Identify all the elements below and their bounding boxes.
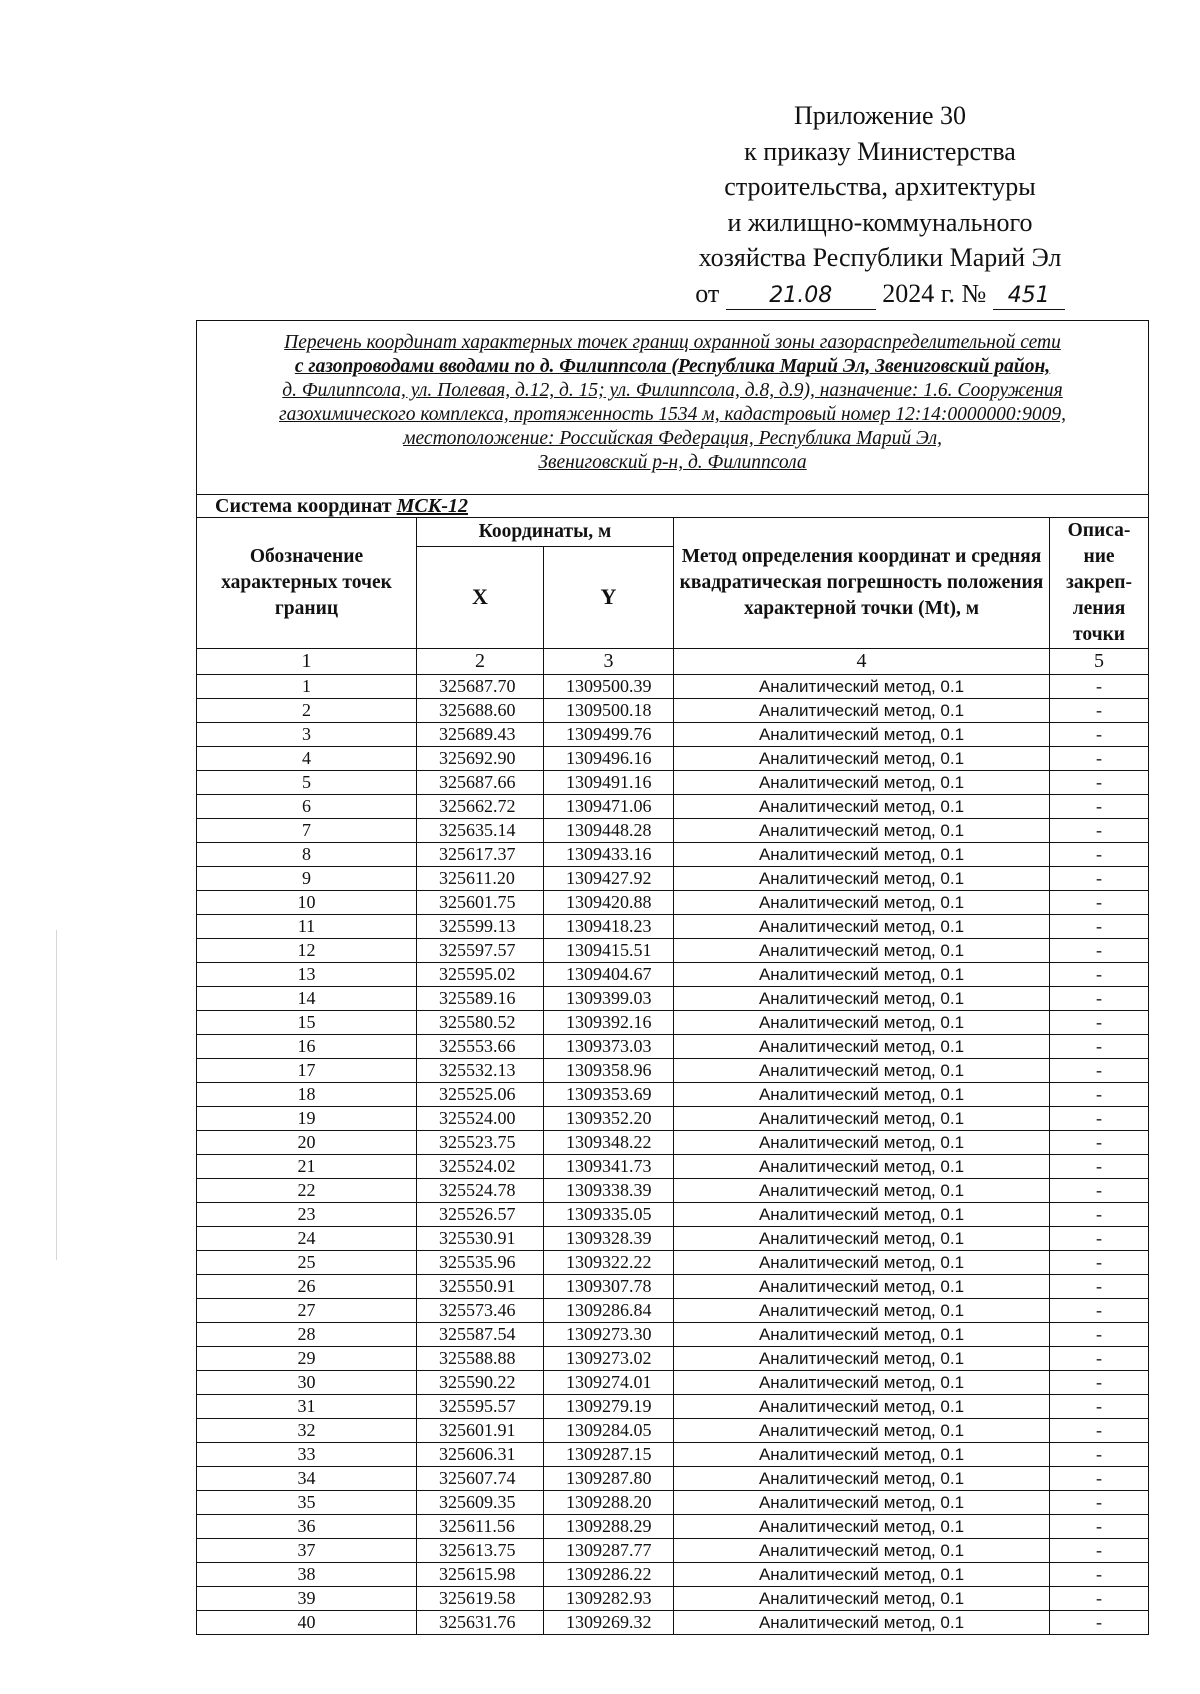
table-row (197, 867, 1149, 891)
table-row (197, 1467, 1149, 1491)
point-number-cell: 23 (197, 1203, 417, 1227)
description-cell: - (1050, 963, 1149, 987)
description-cell: - (1050, 819, 1149, 843)
header-description: Описа- ние закреп- ления точки (1050, 518, 1149, 649)
handwritten-order-number: 451 (993, 283, 1065, 310)
column-number-row (197, 649, 1149, 675)
description-cell: - (1050, 771, 1149, 795)
point-number-cell: 31 (197, 1395, 417, 1419)
x-coordinate-cell: 325688.60 (417, 699, 544, 723)
table-row (197, 1395, 1149, 1419)
y-coordinate-cell: 1309471.06 (544, 795, 674, 819)
description-cell: - (1050, 1179, 1149, 1203)
x-coordinate-cell: 325687.70 (417, 675, 544, 699)
method-cell: Аналитический метод, 0.1 (674, 1539, 1050, 1563)
method-cell: Аналитический метод, 0.1 (674, 1107, 1050, 1131)
description-cell: - (1050, 1563, 1149, 1587)
description-cell: - (1050, 1131, 1149, 1155)
y-coordinate-cell: 1309307.78 (544, 1275, 674, 1299)
x-coordinate-cell: 325580.52 (417, 1011, 544, 1035)
method-cell: Аналитический метод, 0.1 (674, 1563, 1050, 1587)
y-coordinate-cell: 1309328.39 (544, 1227, 674, 1251)
description-cell: - (1050, 915, 1149, 939)
y-coordinate-cell: 1309399.03 (544, 987, 674, 1011)
point-number-cell: 28 (197, 1323, 417, 1347)
x-coordinate-cell: 325611.20 (417, 867, 544, 891)
point-number-cell: 5 (197, 771, 417, 795)
description-cell: - (1050, 1587, 1149, 1611)
caption-line: местоположение: Российская Федерация, Республика Марий Эл, (403, 428, 942, 449)
from-label: от (695, 278, 720, 308)
description-cell: - (1050, 939, 1149, 963)
description-cell: - (1050, 1275, 1149, 1299)
point-number-cell: 2 (197, 699, 417, 723)
description-cell: - (1050, 1467, 1149, 1491)
header-coordinates: Координаты, м (417, 518, 674, 547)
table-row (197, 1419, 1149, 1443)
point-number-cell: 38 (197, 1563, 417, 1587)
coordinate-system-label: Система координат (215, 495, 392, 517)
point-number-cell: 20 (197, 1131, 417, 1155)
y-coordinate-cell: 1309287.15 (544, 1443, 674, 1467)
table-row (197, 1107, 1149, 1131)
table-row (197, 1371, 1149, 1395)
description-cell: - (1050, 891, 1149, 915)
x-coordinate-cell: 325662.72 (417, 795, 544, 819)
method-cell: Аналитический метод, 0.1 (674, 1467, 1050, 1491)
table-row (197, 1515, 1149, 1539)
y-coordinate-cell: 1309273.30 (544, 1323, 674, 1347)
x-coordinate-cell: 325611.56 (417, 1515, 544, 1539)
appendix-date-line (650, 276, 1110, 312)
description-cell: - (1050, 1083, 1149, 1107)
y-coordinate-cell: 1309415.51 (544, 939, 674, 963)
table-row (197, 1491, 1149, 1515)
point-number-cell: 39 (197, 1587, 417, 1611)
x-coordinate-cell: 325553.66 (417, 1035, 544, 1059)
point-number-cell: 24 (197, 1227, 417, 1251)
point-number-cell: 10 (197, 891, 417, 915)
caption-line: газохимического комплекса, протяженность 1534 м, кадастровый номер 12:14:0000000:9009, (279, 404, 1067, 425)
y-coordinate-cell: 1309335.05 (544, 1203, 674, 1227)
x-coordinate-cell: 325526.57 (417, 1203, 544, 1227)
y-coordinate-cell: 1309358.96 (544, 1059, 674, 1083)
point-number-cell: 36 (197, 1515, 417, 1539)
y-coordinate-cell: 1309404.67 (544, 963, 674, 987)
method-cell: Аналитический метод, 0.1 (674, 1011, 1050, 1035)
coordinate-system-row (197, 495, 1149, 518)
description-cell: - (1050, 1611, 1149, 1635)
table-row (197, 1011, 1149, 1035)
point-number-cell: 32 (197, 1419, 417, 1443)
method-cell: Аналитический метод, 0.1 (674, 1275, 1050, 1299)
y-coordinate-cell: 1309286.22 (544, 1563, 674, 1587)
point-number-cell: 26 (197, 1275, 417, 1299)
x-coordinate-cell: 325607.74 (417, 1467, 544, 1491)
method-cell: Аналитический метод, 0.1 (674, 1131, 1050, 1155)
method-cell: Аналитический метод, 0.1 (674, 891, 1050, 915)
y-coordinate-cell: 1309287.77 (544, 1539, 674, 1563)
method-cell: Аналитический метод, 0.1 (674, 795, 1050, 819)
x-coordinate-cell: 325601.91 (417, 1419, 544, 1443)
y-coordinate-cell: 1309433.16 (544, 843, 674, 867)
y-coordinate-cell: 1309322.22 (544, 1251, 674, 1275)
point-number-cell: 29 (197, 1347, 417, 1371)
description-cell: - (1050, 1059, 1149, 1083)
x-coordinate-cell: 325595.57 (417, 1395, 544, 1419)
y-coordinate-cell: 1309273.02 (544, 1347, 674, 1371)
scan-margin-mark (56, 930, 57, 1260)
y-coordinate-cell: 1309500.39 (544, 675, 674, 699)
description-cell: - (1050, 1107, 1149, 1131)
point-number-cell: 21 (197, 1155, 417, 1179)
header-method: Метод определения координат и средняя квадратическая погрешность положения характерной точки (Mt), м (674, 518, 1050, 649)
description-cell: - (1050, 1395, 1149, 1419)
x-coordinate-cell: 325590.22 (417, 1371, 544, 1395)
x-coordinate-cell: 325535.96 (417, 1251, 544, 1275)
point-number-cell: 12 (197, 939, 417, 963)
y-coordinate-cell: 1309287.80 (544, 1467, 674, 1491)
year-number-label: 2024 г. № (882, 278, 987, 308)
y-coordinate-cell: 1309282.93 (544, 1587, 674, 1611)
point-number-cell: 14 (197, 987, 417, 1011)
caption-line: д. Филиппсола, ул. Полевая, д.12, д. 15; ул. Филиппсола, д.8, д.9), назначение: 1.6. Сооружения (282, 380, 1063, 401)
table-row (197, 939, 1149, 963)
x-coordinate-cell: 325532.13 (417, 1059, 544, 1083)
column-number: 3 (544, 649, 674, 675)
method-cell: Аналитический метод, 0.1 (674, 1035, 1050, 1059)
description-cell: - (1050, 1539, 1149, 1563)
method-cell: Аналитический метод, 0.1 (674, 1251, 1050, 1275)
description-cell: - (1050, 1227, 1149, 1251)
point-number-cell: 13 (197, 963, 417, 987)
method-cell: Аналитический метод, 0.1 (674, 939, 1050, 963)
x-coordinate-cell: 325599.13 (417, 915, 544, 939)
coordinate-system-value: МСК-12 (396, 495, 468, 517)
description-cell: - (1050, 795, 1149, 819)
method-cell: Аналитический метод, 0.1 (674, 1611, 1050, 1635)
description-cell: - (1050, 1515, 1149, 1539)
table-row (197, 1347, 1149, 1371)
header-x: X (417, 546, 544, 648)
header-designation: Обозначение характерных точек границ (197, 518, 417, 649)
x-coordinate-cell: 325595.02 (417, 963, 544, 987)
y-coordinate-cell: 1309288.20 (544, 1491, 674, 1515)
table-row (197, 819, 1149, 843)
y-coordinate-cell: 1309420.88 (544, 891, 674, 915)
table-row (197, 1539, 1149, 1563)
method-cell: Аналитический метод, 0.1 (674, 1491, 1050, 1515)
description-cell: - (1050, 747, 1149, 771)
description-cell: - (1050, 1203, 1149, 1227)
y-coordinate-cell: 1309496.16 (544, 747, 674, 771)
point-number-cell: 17 (197, 1059, 417, 1083)
y-coordinate-cell: 1309500.18 (544, 699, 674, 723)
method-cell: Аналитический метод, 0.1 (674, 1347, 1050, 1371)
caption-line: Перечень координат характерных точек границ охранной зоны газораспределительной сети (284, 332, 1061, 353)
point-number-cell: 34 (197, 1467, 417, 1491)
x-coordinate-cell: 325524.78 (417, 1179, 544, 1203)
description-cell: - (1050, 723, 1149, 747)
method-cell: Аналитический метод, 0.1 (674, 1203, 1050, 1227)
x-coordinate-cell: 325631.76 (417, 1611, 544, 1635)
x-coordinate-cell: 325689.43 (417, 723, 544, 747)
table-row (197, 1203, 1149, 1227)
method-cell: Аналитический метод, 0.1 (674, 699, 1050, 723)
point-number-cell: 4 (197, 747, 417, 771)
point-number-cell: 15 (197, 1011, 417, 1035)
column-number: 2 (417, 649, 544, 675)
header-y: Y (544, 546, 674, 648)
appendix-header (650, 98, 1110, 311)
y-coordinate-cell: 1309418.23 (544, 915, 674, 939)
point-number-cell: 9 (197, 867, 417, 891)
column-number: 5 (1050, 649, 1149, 675)
description-cell: - (1050, 1011, 1149, 1035)
table-row (197, 771, 1149, 795)
table-row (197, 1275, 1149, 1299)
handwritten-date: 21.08 (726, 283, 876, 310)
point-number-cell: 11 (197, 915, 417, 939)
y-coordinate-cell: 1309338.39 (544, 1179, 674, 1203)
description-cell: - (1050, 1347, 1149, 1371)
method-cell: Аналитический метод, 0.1 (674, 987, 1050, 1011)
y-coordinate-cell: 1309353.69 (544, 1083, 674, 1107)
table-row (197, 1083, 1149, 1107)
table-row (197, 747, 1149, 771)
appendix-order-line: к приказу Министерства (744, 136, 1016, 166)
point-number-cell: 37 (197, 1539, 417, 1563)
appendix-ministry-line-2: и жилищно-коммунального (727, 207, 1033, 237)
table-row (197, 699, 1149, 723)
coordinates-table (196, 320, 1149, 1635)
method-cell: Аналитический метод, 0.1 (674, 1059, 1050, 1083)
description-cell: - (1050, 1491, 1149, 1515)
appendix-ministry-line-1: строительства, архитектуры (724, 172, 1036, 201)
column-number: 1 (197, 649, 417, 675)
description-cell: - (1050, 1443, 1149, 1467)
y-coordinate-cell: 1309373.03 (544, 1035, 674, 1059)
point-number-cell: 33 (197, 1443, 417, 1467)
table-row (197, 891, 1149, 915)
y-coordinate-cell: 1309427.92 (544, 867, 674, 891)
table-row (197, 963, 1149, 987)
x-coordinate-cell: 325601.75 (417, 891, 544, 915)
point-number-cell: 8 (197, 843, 417, 867)
description-cell: - (1050, 987, 1149, 1011)
method-cell: Аналитический метод, 0.1 (674, 1443, 1050, 1467)
table-row (197, 1323, 1149, 1347)
y-coordinate-cell: 1309352.20 (544, 1107, 674, 1131)
table-row (197, 1035, 1149, 1059)
x-coordinate-cell: 325589.16 (417, 987, 544, 1011)
point-number-cell: 3 (197, 723, 417, 747)
table-row (197, 1179, 1149, 1203)
x-coordinate-cell: 325597.57 (417, 939, 544, 963)
y-coordinate-cell: 1309279.19 (544, 1395, 674, 1419)
y-coordinate-cell: 1309286.84 (544, 1299, 674, 1323)
method-cell: Аналитический метод, 0.1 (674, 675, 1050, 699)
point-number-cell: 16 (197, 1035, 417, 1059)
x-coordinate-cell: 325524.02 (417, 1155, 544, 1179)
method-cell: Аналитический метод, 0.1 (674, 723, 1050, 747)
point-number-cell: 19 (197, 1107, 417, 1131)
description-cell: - (1050, 699, 1149, 723)
method-cell: Аналитический метод, 0.1 (674, 915, 1050, 939)
method-cell: Аналитический метод, 0.1 (674, 1299, 1050, 1323)
y-coordinate-cell: 1309284.05 (544, 1419, 674, 1443)
description-cell: - (1050, 1299, 1149, 1323)
method-cell: Аналитический метод, 0.1 (674, 1323, 1050, 1347)
table-row (197, 1059, 1149, 1083)
table-row (197, 1155, 1149, 1179)
point-number-cell: 35 (197, 1491, 417, 1515)
description-cell: - (1050, 1323, 1149, 1347)
x-coordinate-cell: 325530.91 (417, 1227, 544, 1251)
x-coordinate-cell: 325588.88 (417, 1347, 544, 1371)
method-cell: Аналитический метод, 0.1 (674, 747, 1050, 771)
y-coordinate-cell: 1309499.76 (544, 723, 674, 747)
table-row (197, 1227, 1149, 1251)
y-coordinate-cell: 1309448.28 (544, 819, 674, 843)
point-number-cell: 7 (197, 819, 417, 843)
y-coordinate-cell: 1309491.16 (544, 771, 674, 795)
y-coordinate-cell: 1309348.22 (544, 1131, 674, 1155)
point-number-cell: 1 (197, 675, 417, 699)
method-cell: Аналитический метод, 0.1 (674, 771, 1050, 795)
table-row (197, 1443, 1149, 1467)
table-row (197, 987, 1149, 1011)
x-coordinate-cell: 325635.14 (417, 819, 544, 843)
y-coordinate-cell: 1309288.29 (544, 1515, 674, 1539)
table-row (197, 843, 1149, 867)
table-row (197, 1131, 1149, 1155)
method-cell: Аналитический метод, 0.1 (674, 819, 1050, 843)
method-cell: Аналитический метод, 0.1 (674, 867, 1050, 891)
point-number-cell: 40 (197, 1611, 417, 1635)
method-cell: Аналитический метод, 0.1 (674, 1515, 1050, 1539)
method-cell: Аналитический метод, 0.1 (674, 963, 1050, 987)
method-cell: Аналитический метод, 0.1 (674, 1587, 1050, 1611)
table-row (197, 1587, 1149, 1611)
point-number-cell: 22 (197, 1179, 417, 1203)
description-cell: - (1050, 1371, 1149, 1395)
table-row (197, 723, 1149, 747)
method-cell: Аналитический метод, 0.1 (674, 1371, 1050, 1395)
x-coordinate-cell: 325606.31 (417, 1443, 544, 1467)
method-cell: Аналитический метод, 0.1 (674, 843, 1050, 867)
x-coordinate-cell: 325615.98 (417, 1563, 544, 1587)
table-row (197, 1611, 1149, 1635)
method-cell: Аналитический метод, 0.1 (674, 1155, 1050, 1179)
x-coordinate-cell: 325613.75 (417, 1539, 544, 1563)
description-cell: - (1050, 1155, 1149, 1179)
description-cell: - (1050, 843, 1149, 867)
x-coordinate-cell: 325692.90 (417, 747, 544, 771)
method-cell: Аналитический метод, 0.1 (674, 1083, 1050, 1107)
method-cell: Аналитический метод, 0.1 (674, 1395, 1050, 1419)
description-cell: - (1050, 675, 1149, 699)
x-coordinate-cell: 325523.75 (417, 1131, 544, 1155)
table-row (197, 1299, 1149, 1323)
description-cell: - (1050, 1419, 1149, 1443)
y-coordinate-cell: 1309341.73 (544, 1155, 674, 1179)
table-row (197, 1563, 1149, 1587)
table-row (197, 915, 1149, 939)
y-coordinate-cell: 1309269.32 (544, 1611, 674, 1635)
x-coordinate-cell: 325524.00 (417, 1107, 544, 1131)
y-coordinate-cell: 1309392.16 (544, 1011, 674, 1035)
appendix-ministry-line-3: хозяйства Республики Марий Эл (698, 243, 1062, 272)
method-cell: Аналитический метод, 0.1 (674, 1179, 1050, 1203)
method-cell: Аналитический метод, 0.1 (674, 1419, 1050, 1443)
description-cell: - (1050, 1035, 1149, 1059)
point-number-cell: 25 (197, 1251, 417, 1275)
table-row (197, 795, 1149, 819)
table-row (197, 1251, 1149, 1275)
point-number-cell: 18 (197, 1083, 417, 1107)
x-coordinate-cell: 325619.58 (417, 1587, 544, 1611)
caption-line: Звениговский р-н, д. Филиппсола (538, 452, 807, 473)
x-coordinate-cell: 325609.35 (417, 1491, 544, 1515)
description-cell: - (1050, 1251, 1149, 1275)
x-coordinate-cell: 325573.46 (417, 1299, 544, 1323)
column-number: 4 (674, 649, 1050, 675)
point-number-cell: 6 (197, 795, 417, 819)
x-coordinate-cell: 325617.37 (417, 843, 544, 867)
appendix-title: Приложение 30 (793, 101, 967, 130)
point-number-cell: 27 (197, 1299, 417, 1323)
table-row (197, 675, 1149, 699)
x-coordinate-cell: 325587.54 (417, 1323, 544, 1347)
point-number-cell: 30 (197, 1371, 417, 1395)
table-caption (197, 321, 1149, 495)
description-cell: - (1050, 867, 1149, 891)
x-coordinate-cell: 325550.91 (417, 1275, 544, 1299)
y-coordinate-cell: 1309274.01 (544, 1371, 674, 1395)
x-coordinate-cell: 325525.06 (417, 1083, 544, 1107)
x-coordinate-cell: 325687.66 (417, 771, 544, 795)
caption-line: с газопроводами вводами по д. Филиппсола (Республика Марий Эл, Звениговский район, (294, 356, 1051, 377)
method-cell: Аналитический метод, 0.1 (674, 1227, 1050, 1251)
